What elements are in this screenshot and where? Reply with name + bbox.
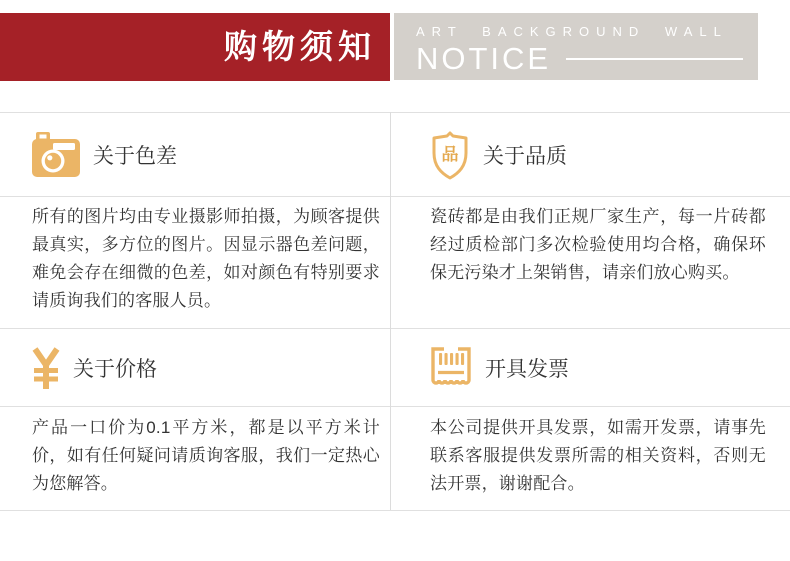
divider-row1-title xyxy=(0,196,790,197)
card-title: 关于价格 xyxy=(73,357,157,381)
divider-row2-title xyxy=(0,406,790,407)
header-notice-label: NOTICE xyxy=(416,41,552,76)
yuan-icon xyxy=(32,347,60,389)
page-title: 购物须知 xyxy=(224,28,376,65)
card-color-difference-header xyxy=(0,113,390,196)
card-title: 关于色差 xyxy=(93,144,177,168)
shield-label: 品 xyxy=(441,144,459,164)
divider-bottom xyxy=(0,510,790,511)
card-quality-body: 瓷砖都是由我们正规厂家生产，每一片砖都经过质检部门多次检验使用均合格，确保环保无污染才上架销售，请亲们放心购买。 xyxy=(430,207,766,282)
header-subtitle: ART BACKGROUND WALL xyxy=(416,24,728,39)
card-title: 关于品质 xyxy=(483,144,567,168)
card-price-body: 产品一口价为0.1平方米，都是以平方米计价，如有任何疑问请质询客服，我们一定热心为您解答。 xyxy=(32,418,380,493)
card-invoice-header xyxy=(391,329,790,406)
header-gray-block xyxy=(394,13,758,80)
header-decorative-line xyxy=(566,58,743,60)
shield-icon xyxy=(430,129,470,181)
card-title: 开具发票 xyxy=(485,357,569,381)
card-color-difference-body: 所有的图片均由专业摄影师拍摄，为顾客提供最真实，多方位的图片。因显示器色差问题，难免会存在细微的色差，如对颜色有特别要求请质询我们的客服人员。 xyxy=(32,207,380,310)
header-red-block xyxy=(0,13,390,81)
card-quality-header xyxy=(391,113,790,196)
receipt-icon xyxy=(430,346,472,389)
card-price-header xyxy=(0,329,390,406)
card-invoice-body: 本公司提供开具发票，如需开发票，请事先联系客服提供发票所需的相关资料，否则无法开票，谢谢配合。 xyxy=(430,418,766,493)
camera-icon xyxy=(32,132,80,177)
